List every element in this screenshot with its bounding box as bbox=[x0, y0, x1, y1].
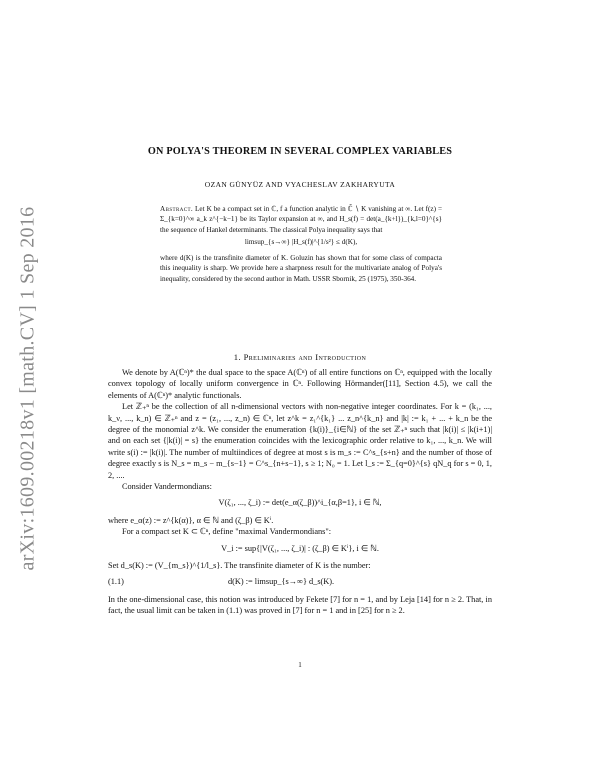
equation-maximal-vandermondian: V_i := sup{|V(ζ₁, ..., ζ_i)| : (ζ_β) ∈ Kⁱ}, i ∈ ℕ. bbox=[221, 543, 379, 553]
equation-vandermondian: V(ζ₁, ..., ζ_i) := det(e_α(ζ_β))^i_{α,β=1}, i ∈ ℕ, bbox=[218, 498, 382, 508]
abstract-paragraph-1 bbox=[160, 204, 442, 235]
abstract bbox=[160, 204, 442, 284]
paragraph-multiindices: Let ℤ₊ⁿ be the collection of all n-dimensional vectors with non-negative integer coordinates. For k = (k₁, ..., k_ν, ..., k_n) ∈ ℤ₊ⁿ and z = (z₁, ..., z_n) ∈ ℂⁿ, let z^k = z₁^{k₁} ... z_n^{k_n} and |k| := k₁ + ... + k_n be the degree of the monomial z^k. We consider the enumeration {k(i)}_{i∈ℕ} of the set ℤ₊ⁿ such that |k(i)| ≤ |k(i+1)| and on each set {|k(i)| = s} the enumeration coincides with the lexicographic order relative to k₁, ..., k_n. We will write s(i) := |k(i)|. The number of multiindices of degree at most s is m_s := C^s_{s+n} and the number of those of degree exactly s is N_s = m_s − m_{s−1} = C^s_{n+s−1}, s ≥ 1; N₀ = 1. Let l_s := Σ_{q=0}^{s} qN_q for s = 0, 1, 2, .... bbox=[108, 402, 492, 480]
page-number: 1 bbox=[298, 661, 302, 669]
paragraph-transfinite-diameter: Set d_s(K) := (V_{m_s})^{1/l_s}. The transfinite diameter of K is the number: bbox=[108, 561, 371, 571]
abstract-text-1: Let K be a compact set in ℂ, f a function analytic in ℂ̄ ∖ K vanishing at ∞. Let f(z) = Σ_{k=0}^∞ a_k z^{−k−1} be its Taylor expansion at ∞, and H_s(f) = det(a_{k+l})_{k,l=0}^{s} the sequence of Hankel determinants. The classical Polya inequality says that bbox=[160, 205, 443, 234]
equation-number: (1.1) bbox=[108, 576, 124, 586]
arxiv-id-text: arXiv:1609.00218v1 [math.CV] 1 Sep 2016 bbox=[16, 206, 39, 570]
paper-title: ON POLYA'S THEOREM IN SEVERAL COMPLEX VARIABLES bbox=[147, 146, 453, 157]
paragraph-dual-space: We denote by A(ℂⁿ)* the dual space to the space A(ℂⁿ) of all entire functions on ℂⁿ, equipped with the locally convex topology of locally uniform convergence in ℂⁿ. Following Hörmander([11], Section 4.5), we call the elements of A(ℂⁿ)* analytic functionals. bbox=[108, 368, 492, 400]
body-text bbox=[108, 367, 492, 617]
section-heading: 1. Preliminaries and Introduction bbox=[233, 352, 367, 362]
paragraph-maximal-vandermondians: For a compact set K ⊂ ℂⁿ, define "maximal Vandermondians": bbox=[122, 527, 332, 537]
equation-1-1 bbox=[108, 576, 492, 587]
paragraph-basis-definition: where e_α(z) := z^{k(α)}, α ∈ ℕ and (ζ_β) ∈ Kⁱ. bbox=[108, 515, 274, 525]
paragraph-history: In the one-dimensional case, this notion was introduced by Fekete [7] for n = 1, and by Leja [14] for n ≥ 2. That, in fact, the usual limit can be taken in (1.1) was proved in [7] for n = 1 and in [25] for n ≥ 2. bbox=[108, 594, 492, 616]
abstract-polya-inequality: limsup_{s→∞} |H_s(f)|^{1/s²} ≤ d(K), bbox=[244, 237, 358, 246]
abstract-label: Abstract. bbox=[160, 205, 194, 213]
paragraph-vandermondians-intro: Consider Vandermondians: bbox=[122, 482, 212, 492]
arxiv-identifier bbox=[8, 178, 48, 598]
abstract-text-2: where d(K) is the transfinite diameter of K. Goluzin has shown that for some class of compacta this inequality is sharp. We provide here a sharpness result for the multivariate analog of Polya's inequality, considered by the second author in Math. USSR Sbornik, 25 (1975), 350-364. bbox=[160, 254, 442, 283]
equation-transfinite-diameter: d(K) := limsup_{s→∞} d_s(K). bbox=[228, 576, 335, 586]
paper-authors: OZAN GÜNYÜZ AND VYACHESLAV ZAKHARYUTA bbox=[204, 180, 396, 189]
